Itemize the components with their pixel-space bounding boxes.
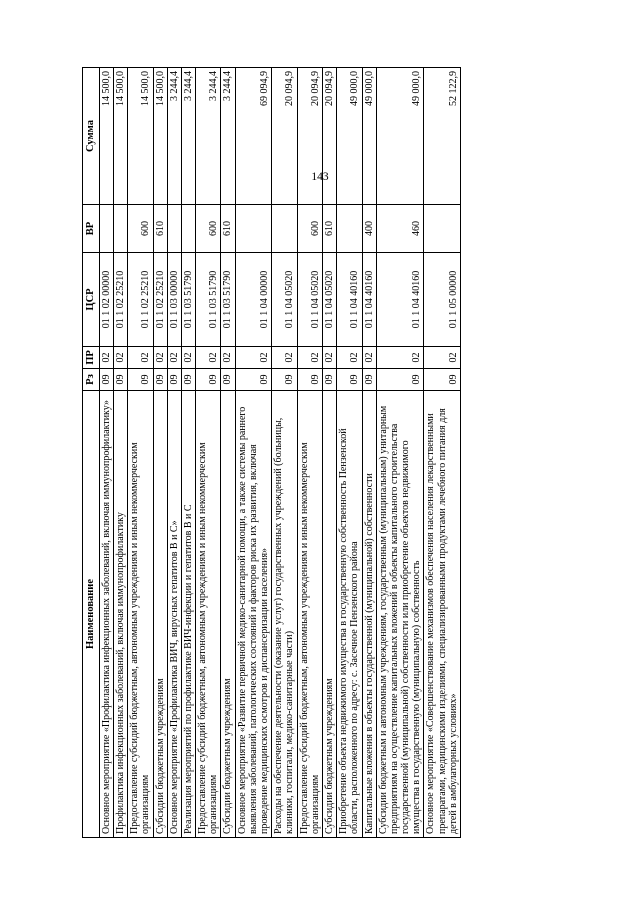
row-csr: 01 1 04 40160: [362, 253, 376, 347]
table-row: [167, 68, 181, 838]
row-csr: 01 1 02 25210: [153, 253, 167, 347]
row-rz: 09: [221, 369, 235, 391]
table-row: [181, 68, 195, 838]
row-csr: 01 1 04 05020: [322, 253, 336, 347]
row-pr: 02: [362, 347, 376, 369]
row-name: Субсидии бюджетным и автономным учреждениям, государственным (муниципальным) унитарным предприятиям на осуществление капитальных вложений в объекты капитального строительства государственной (муниципальной) собственности или приобретение объектов недвижимого имущества в государственную (муниципальную) собственность: [376, 391, 424, 838]
row-csr: 01 1 02 25210: [128, 253, 153, 347]
row-rz: 09: [322, 369, 336, 391]
header-pr: ПР: [83, 347, 100, 369]
row-vr: 600: [297, 205, 322, 253]
row-pr: 02: [424, 347, 461, 369]
table-row: [153, 68, 167, 838]
row-name: Профилактика инфекционных заболеваний, включая иммунопрофилактику: [113, 391, 127, 838]
row-rz: 09: [337, 369, 362, 391]
row-sum: 52 122,9: [424, 68, 461, 205]
row-csr: 01 1 03 00000: [167, 253, 181, 347]
row-pr: 02: [113, 347, 127, 369]
row-csr: 01 1 04 05020: [297, 253, 322, 347]
table-row: [196, 68, 221, 838]
header-sum: Сумма: [83, 68, 100, 205]
row-name: Основное мероприятие «Профилактика инфекционных заболеваний, включая иммунопрофилактику»: [99, 391, 113, 838]
row-rz: 09: [128, 369, 153, 391]
row-sum: 14 500,0: [99, 68, 113, 205]
row-name: Субсидии бюджетным учреждениям: [322, 391, 336, 838]
row-vr: 460: [376, 205, 424, 253]
row-csr: 01 1 04 40160: [376, 253, 424, 347]
rotated-table-container: [82, 68, 557, 838]
row-rz: 09: [167, 369, 181, 391]
row-sum: 20 094,9: [297, 68, 322, 205]
row-sum: 3 244,4: [167, 68, 181, 205]
row-csr: 01 1 02 00000: [99, 253, 113, 347]
row-rz: 09: [99, 369, 113, 391]
row-csr: 01 1 03 51790: [181, 253, 195, 347]
row-name: Основное мероприятие «Совершенствование механизмов обеспечения населения лекарственными препаратами, медицинскими изделиями, специализированными продуктами лечебного питания для детей в амбулаторных условиях»: [424, 391, 461, 838]
row-csr: 01 1 04 00000: [235, 253, 272, 347]
row-vr: 610: [221, 205, 235, 253]
row-pr: 02: [337, 347, 362, 369]
row-sum: 14 500,0: [128, 68, 153, 205]
row-rz: 09: [235, 369, 272, 391]
row-csr: 01 1 04 05020: [272, 253, 297, 347]
row-rz: 09: [196, 369, 221, 391]
row-rz: 09: [181, 369, 195, 391]
row-vr: [167, 205, 181, 253]
row-sum: 49 000,0: [362, 68, 376, 205]
row-pr: 02: [235, 347, 272, 369]
row-rz: 09: [272, 369, 297, 391]
row-rz: 09: [297, 369, 322, 391]
row-vr: [181, 205, 195, 253]
row-vr: [235, 205, 272, 253]
row-csr: 01 1 05 00000: [424, 253, 461, 347]
row-name: Предоставление субсидий бюджетным, автономным учреждениям и иным некоммерческим организациям: [128, 391, 153, 838]
row-pr: 02: [376, 347, 424, 369]
row-sum: 3 244,4: [196, 68, 221, 205]
row-vr: [337, 205, 362, 253]
row-sum: 3 244,4: [181, 68, 195, 205]
row-vr: [99, 205, 113, 253]
row-pr: 02: [297, 347, 322, 369]
row-pr: 02: [322, 347, 336, 369]
header-rz: Рз: [83, 369, 100, 391]
row-pr: 02: [221, 347, 235, 369]
row-vr: [424, 205, 461, 253]
table-row: [128, 68, 153, 838]
row-vr: 400: [362, 205, 376, 253]
row-name: Субсидии бюджетным учреждениям: [153, 391, 167, 838]
page-number: 143: [311, 171, 329, 183]
header-csr: ЦСР: [83, 253, 100, 347]
row-pr: 02: [196, 347, 221, 369]
row-rz: 09: [424, 369, 461, 391]
row-vr: 610: [153, 205, 167, 253]
row-vr: 600: [196, 205, 221, 253]
row-vr: 600: [128, 205, 153, 253]
row-csr: 01 1 03 51790: [196, 253, 221, 347]
row-name: Основное мероприятие «Развитие первичной медико-санитарной помощи, а также системы раннего выявления заболеваний, патологических состояний и факторов риска их развития, включая проведение медицинских осмотров и диспансеризации населения»: [235, 391, 272, 838]
table-header-row: [83, 68, 100, 838]
row-sum: 69 094,9: [235, 68, 272, 205]
row-sum: 20 094,9: [272, 68, 297, 205]
row-sum: 14 500,0: [153, 68, 167, 205]
row-pr: 02: [167, 347, 181, 369]
table-row: [235, 68, 272, 838]
table-row: [113, 68, 127, 838]
row-pr: 02: [272, 347, 297, 369]
row-vr: 610: [322, 205, 336, 253]
row-rz: 09: [362, 369, 376, 391]
row-name: Предоставление субсидий бюджетным, автономным учреждениям и иным некоммерческим организациям: [196, 391, 221, 838]
row-csr: 01 1 03 51790: [221, 253, 235, 347]
budget-table: [82, 67, 461, 838]
row-name: Субсидии бюджетным учреждениям: [221, 391, 235, 838]
row-name: Расходы на обеспечение деятельности (оказание услуг) государственных учреждений (больницы, клиники, госпитали, медико-санитарные части): [272, 391, 297, 838]
row-pr: 02: [128, 347, 153, 369]
table-row: [297, 68, 322, 838]
header-vr: ВР: [83, 205, 100, 253]
row-name: Предоставление субсидий бюджетным, автономным учреждениям и иным некоммерческим организациям: [297, 391, 322, 838]
table-row: [99, 68, 113, 838]
row-name: Приобретение объекта недвижимого имущества в государственную собственность Пензенской области, расположенного по адресу: с. Засечное Пензенского района: [337, 391, 362, 838]
row-pr: 02: [153, 347, 167, 369]
row-pr: 02: [99, 347, 113, 369]
row-vr: [272, 205, 297, 253]
row-csr: 01 1 04 40160: [337, 253, 362, 347]
table-row: [337, 68, 362, 838]
row-rz: 09: [153, 369, 167, 391]
row-sum: 3 244,4: [221, 68, 235, 205]
row-name: Основное мероприятие «Профилактика ВИЧ, вирусных гепатитов В и С»: [167, 391, 181, 838]
row-vr: [113, 205, 127, 253]
table-row: [362, 68, 376, 838]
row-csr: 01 1 02 25210: [113, 253, 127, 347]
row-sum: 49 000,0: [376, 68, 424, 205]
header-name: Наименование: [83, 391, 100, 838]
row-pr: 02: [181, 347, 195, 369]
row-name: Реализация мероприятий по профилактике ВИЧ-инфекции и гепатитов В и С: [181, 391, 195, 838]
row-rz: 09: [113, 369, 127, 391]
table-row: [272, 68, 297, 838]
row-sum: 20 094,9: [322, 68, 336, 205]
row-sum: 14 500,0: [113, 68, 127, 205]
row-name: Капитальные вложения в объекты государственной (муниципальной) собственности: [362, 391, 376, 838]
row-sum: 49 000,0: [337, 68, 362, 205]
table-row: [376, 68, 424, 838]
row-rz: 09: [376, 369, 424, 391]
table-row: [424, 68, 461, 838]
table-row: [221, 68, 235, 838]
table-row: [322, 68, 336, 838]
